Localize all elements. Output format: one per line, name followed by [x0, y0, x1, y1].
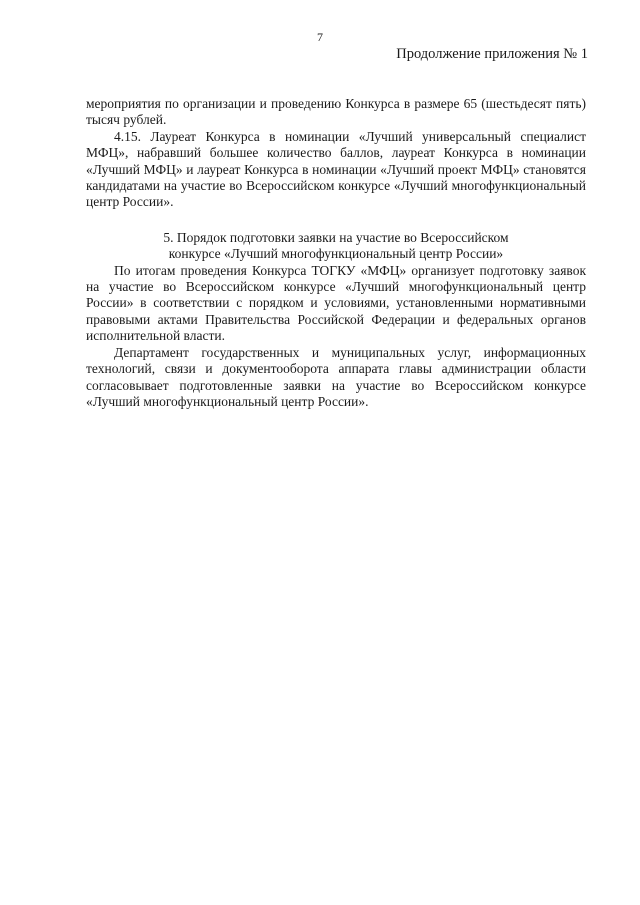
page-number: 7 — [317, 30, 323, 44]
document-body — [86, 96, 586, 410]
section-5-heading — [86, 230, 586, 263]
section-5-heading-line-1: 5. Порядок подготовки заявки на участие во Всероссийском — [163, 229, 509, 245]
appendix-continuation-label: Продолжение приложения № 1 — [396, 46, 588, 62]
paragraph-prize-fund-continuation: мероприятия по организации и проведению Конкурса в размере 65 (шестьдесят пять) тысяч рублей. — [86, 96, 586, 128]
paragraph-4-15: 4.15. Лауреат Конкурса в номинации «Лучший универсальный специалист МФЦ», набравший большее количество баллов, лауреат Конкурса в номинации «Лучший МФЦ» и лауреат Конкурса в номинации «Лучший проект МФЦ» становятся кандидатами на участие во Всероссийском конкурсе «Лучший многофункциональный центр России». — [86, 128, 586, 210]
paragraph-application-preparation: По итогам проведения Конкурса ТОГКУ «МФЦ» организует подготовку заявок на участие во Всероссийском конкурсе «Лучший многофункциональный центр России» в соответствии с порядком и условиями, установленными нормативными правовыми актами Правительства Российской Федерации и федеральных органов исполнительной власти. — [86, 262, 586, 344]
paragraph-department-approval: Департамент государственных и муниципальных услуг, информационных технологий, связи и документооборота аппарата главы администрации области согласовывает подготовленные заявки на участие во Всероссийском конкурсе «Лучший многофункциональный центр России». — [86, 344, 586, 409]
section-5-heading-line-2: конкурсе «Лучший многофункциональный центр России» — [168, 246, 504, 262]
